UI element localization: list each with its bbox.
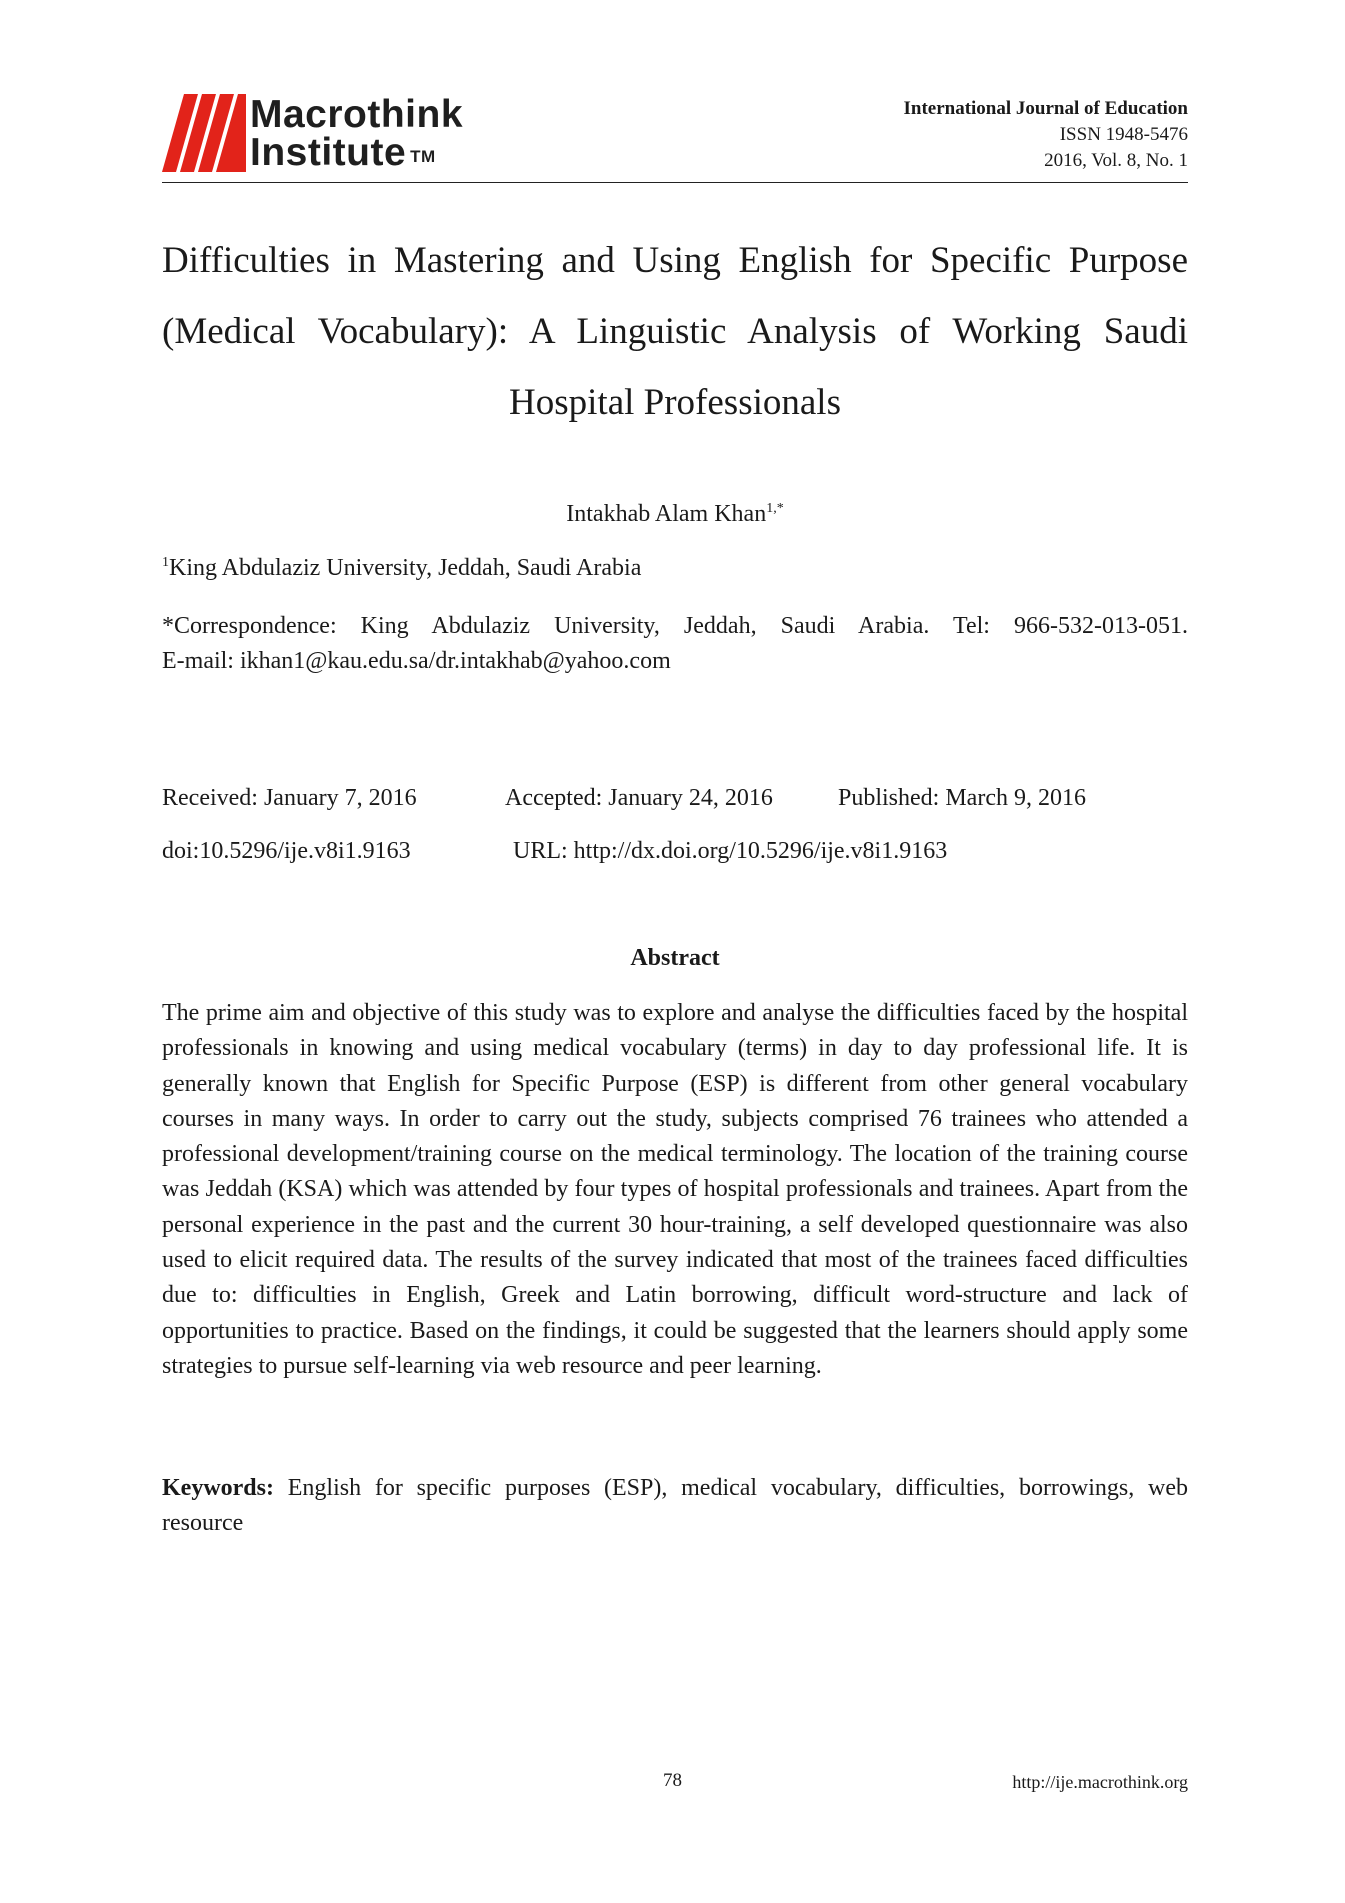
correspondence-line-1: *Correspondence: King Abdulaziz University, Jeddah, Saudi Arabia. Tel: 966-532-013-051. xyxy=(162,613,1188,639)
affiliation-mark: 1 xyxy=(162,555,169,570)
logo-line2: Institute xyxy=(250,131,407,174)
affiliation xyxy=(162,555,641,582)
macrothink-logo-icon xyxy=(162,94,246,172)
doi[interactable]: doi:10.5296/ije.v8i1.9163 xyxy=(162,838,411,864)
page-number: 78 xyxy=(663,1770,682,1791)
logo-wordmark xyxy=(250,93,464,174)
journal-volume: 2016, Vol. 8, No. 1 xyxy=(1044,150,1188,171)
keywords-label: Keywords: xyxy=(162,1475,274,1501)
journal-issn: ISSN 1948-5476 xyxy=(1059,124,1188,145)
correspondence-email[interactable]: E-mail: ikhan1@kau.edu.sa/dr.intakhab@yahoo.com xyxy=(162,648,671,674)
received-date: Received: January 7, 2016 xyxy=(162,785,417,811)
published-date: Published: March 9, 2016 xyxy=(838,785,1086,811)
keywords xyxy=(162,1471,1188,1541)
header-divider xyxy=(162,182,1188,183)
title-line-3: Hospital Professionals xyxy=(509,382,841,423)
logo-line1: Macrothink xyxy=(250,93,464,136)
title-line-1: Difficulties in Mastering and Using English for Specific Purpose xyxy=(162,240,1188,281)
journal-info xyxy=(903,96,1188,174)
keywords-text: English for specific purposes (ESP), medical vocabulary, difficulties, borrowings, web resource xyxy=(162,1475,1189,1536)
abstract-body: The prime aim and objective of this study was to explore and analyse the difficulties faced by the hospital professionals in knowing and using medical vocabulary (terms) in day to day professional life. It is generally known that English for Specific Purpose (ESP) is different from other general vocabulary courses in many ways. In order to carry out the study, subjects comprised 76 trainees who attended a professional development/training course on the medical terminology. The location of the training course was Jeddah (KSA) which was attended by four types of hospital professionals and trainees. Apart from the personal experience in the past and the current 30 hour-training, a self developed questionnaire was also used to elicit required data. The results of the survey indicated that most of the trainees faced difficulties due to: difficulties in English, Greek and Latin borrowing, difficult word-structure and lack of opportunities to practice. Based on the findings, it could be suggested that the learners should apply some strategies to pursue self-learning via web resource and peer learning. xyxy=(162,1000,1188,1379)
paper-title xyxy=(162,225,1188,438)
logo-trademark: TM xyxy=(410,147,436,166)
doi-url[interactable]: URL: http://dx.doi.org/10.5296/ije.v8i1.9163 xyxy=(513,838,948,864)
accepted-date: Accepted: January 24, 2016 xyxy=(505,785,773,811)
journal-name: International Journal of Education xyxy=(903,98,1188,119)
title-line-2: (Medical Vocabulary): A Linguistic Analysis of Working Saudi xyxy=(162,311,1188,352)
abstract-heading: Abstract xyxy=(630,945,720,971)
affiliation-text: King Abdulaziz University, Jeddah, Saudi Arabia xyxy=(169,555,642,581)
correspondence xyxy=(162,609,1188,679)
author-line xyxy=(162,501,1188,528)
author-name: Intakhab Alam Khan xyxy=(566,501,767,527)
publisher-logo xyxy=(162,94,522,172)
footer-url[interactable]: http://ije.macrothink.org xyxy=(1012,1772,1188,1792)
author-marks: 1,* xyxy=(766,501,784,516)
